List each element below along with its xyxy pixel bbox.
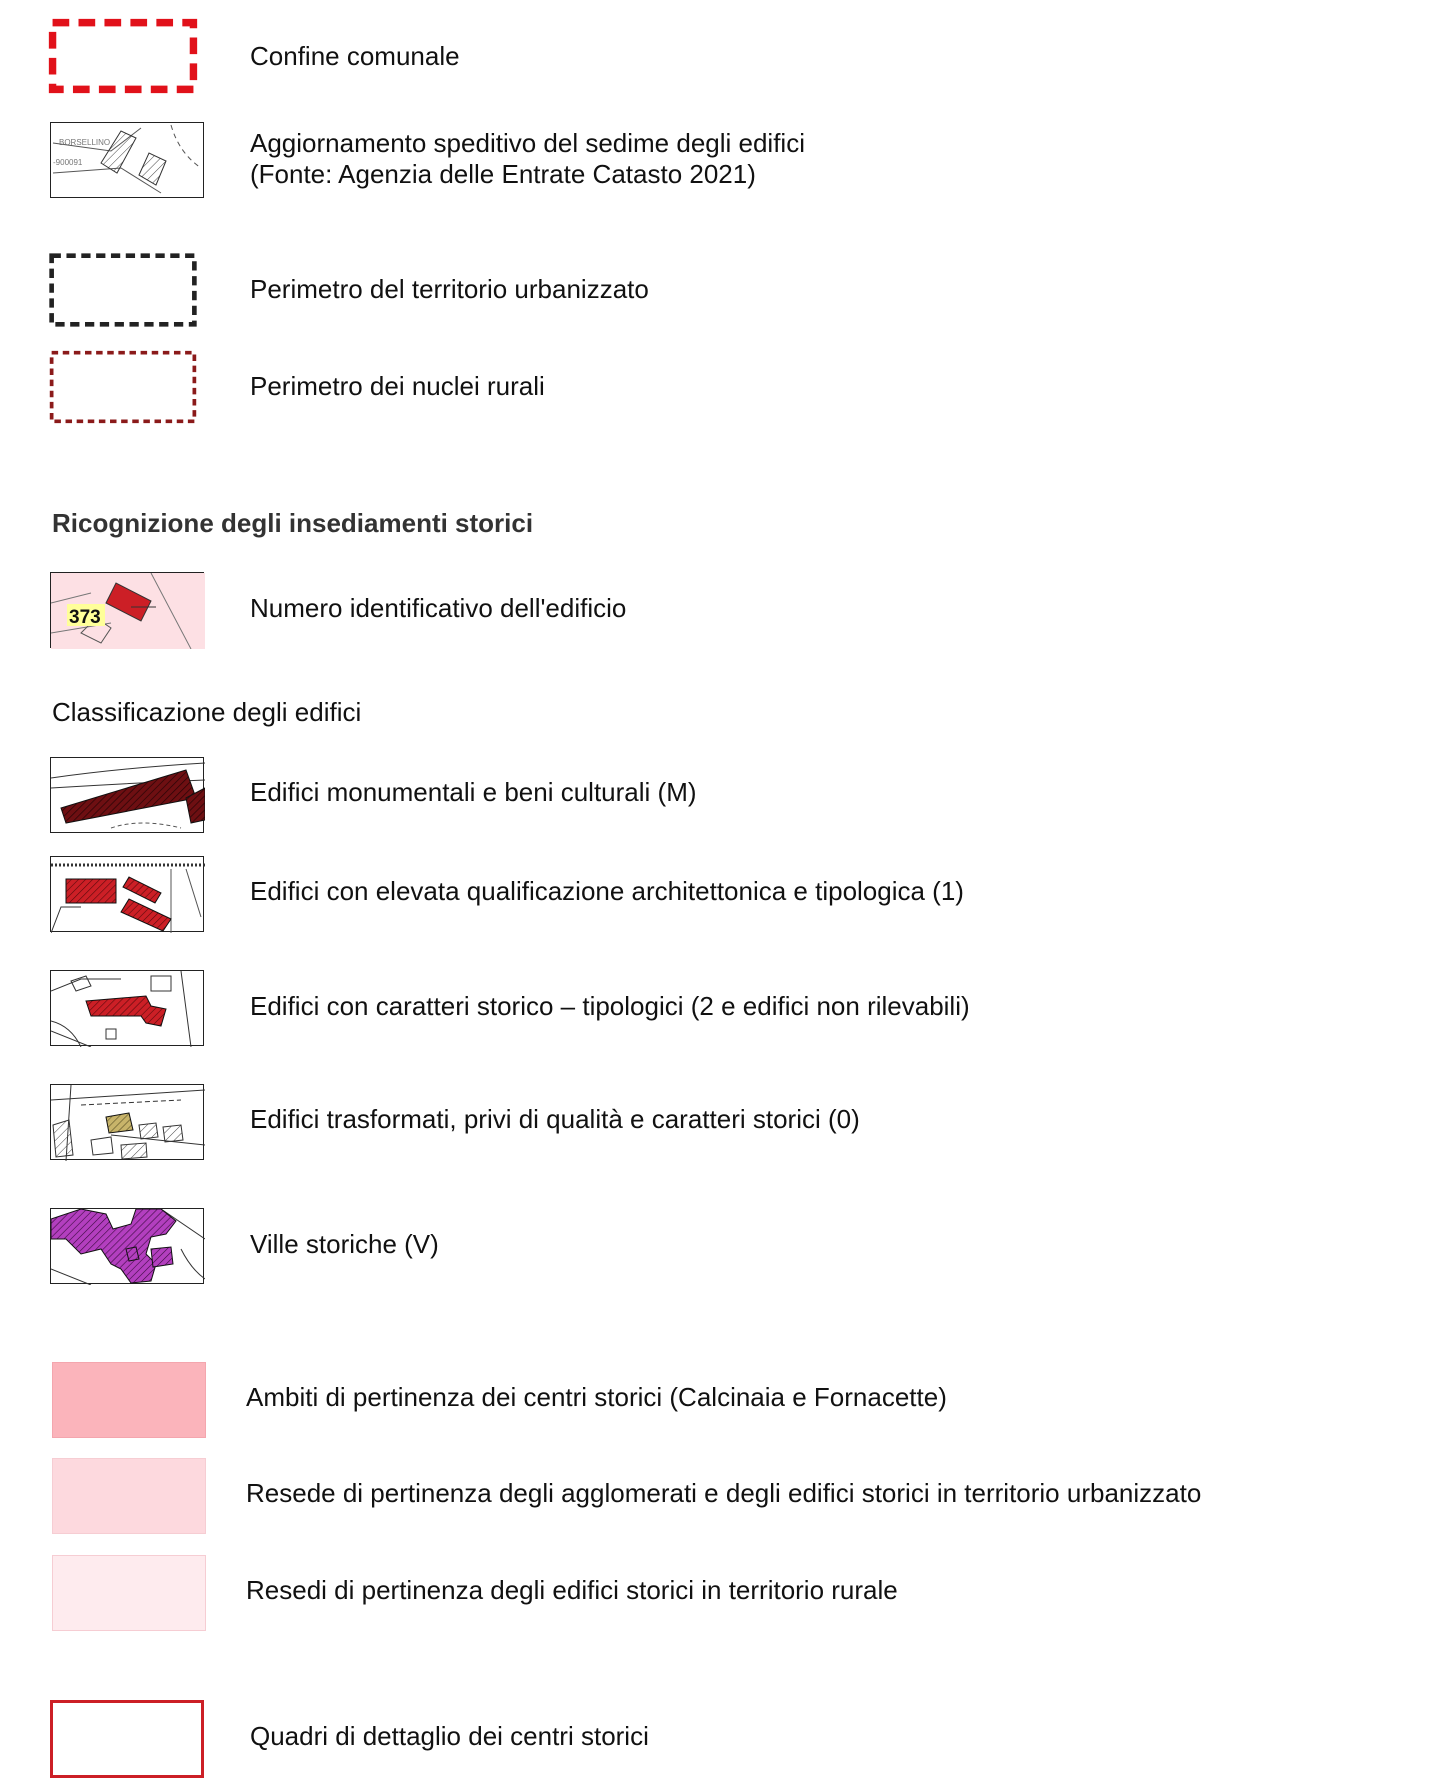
building-number-sample: 373 — [69, 607, 101, 628]
resedi-rurali-swatch — [52, 1555, 206, 1631]
confine-comunale-symbol — [46, 18, 208, 100]
monumentali-symbol — [50, 757, 204, 833]
ville-storiche-symbol — [50, 1208, 204, 1284]
section-title-classificazione: Classificazione degli edifici — [52, 697, 362, 727]
sample-parcel-text: -900091 — [53, 158, 83, 167]
caratteri-storico-symbol — [50, 970, 204, 1046]
ville-storiche-label: Ville storiche (V) — [250, 1229, 439, 1259]
aggiornamento-sedime-symbol — [50, 122, 204, 198]
elevata-qualificazione-symbol — [50, 856, 204, 932]
section-title-insediamenti: Ricognizione degli insediamenti storici — [52, 508, 534, 538]
territorio-urbanizzato-symbol — [46, 252, 208, 334]
resede-agglomerati-swatch — [52, 1458, 206, 1534]
resedi-rurali-label: Resedi di pertinenza degli edifici storici in territorio rurale — [246, 1575, 898, 1605]
resede-agglomerati-label: Resede di pertinenza degli agglomerati e degli edifici storici in territorio urbanizzato — [246, 1478, 1202, 1508]
confine-comunale-label: Confine comunale — [250, 41, 460, 71]
aggiornamento-sedime-source: (Fonte: Agenzia delle Entrate Catasto 2021) — [250, 159, 756, 189]
aggiornamento-sedime-label: Aggiornamento speditivo del sedime degli edifici — [250, 128, 805, 158]
sample-street-text: BORSELLINO — [59, 138, 111, 147]
quadri-dettaglio-symbol — [50, 1700, 204, 1778]
monumentali-label: Edifici monumentali e beni culturali (M) — [250, 777, 697, 807]
nuclei-rurali-symbol — [46, 349, 208, 431]
quadri-dettaglio-label: Quadri di dettaglio dei centri storici — [250, 1721, 649, 1751]
trasformati-label: Edifici trasformati, privi di qualità e caratteri storici (0) — [250, 1104, 860, 1134]
elevata-qualificazione-label: Edifici con elevata qualificazione architettonica e tipologica (1) — [250, 876, 964, 906]
nuclei-rurali-label: Perimetro dei nuclei rurali — [250, 371, 545, 401]
ambiti-centri-storici-label: Ambiti di pertinenza dei centri storici (Calcinaia e Fornacette) — [246, 1382, 947, 1412]
territorio-urbanizzato-label: Perimetro del territorio urbanizzato — [250, 274, 649, 304]
ambiti-centri-storici-swatch — [52, 1362, 206, 1438]
caratteri-storico-label: Edifici con caratteri storico – tipologici (2 e edifici non rilevabili) — [250, 991, 970, 1021]
numero-identificativo-label: Numero identificativo dell'edificio — [250, 593, 627, 623]
trasformati-symbol — [50, 1084, 204, 1160]
numero-identificativo-symbol — [50, 572, 204, 648]
